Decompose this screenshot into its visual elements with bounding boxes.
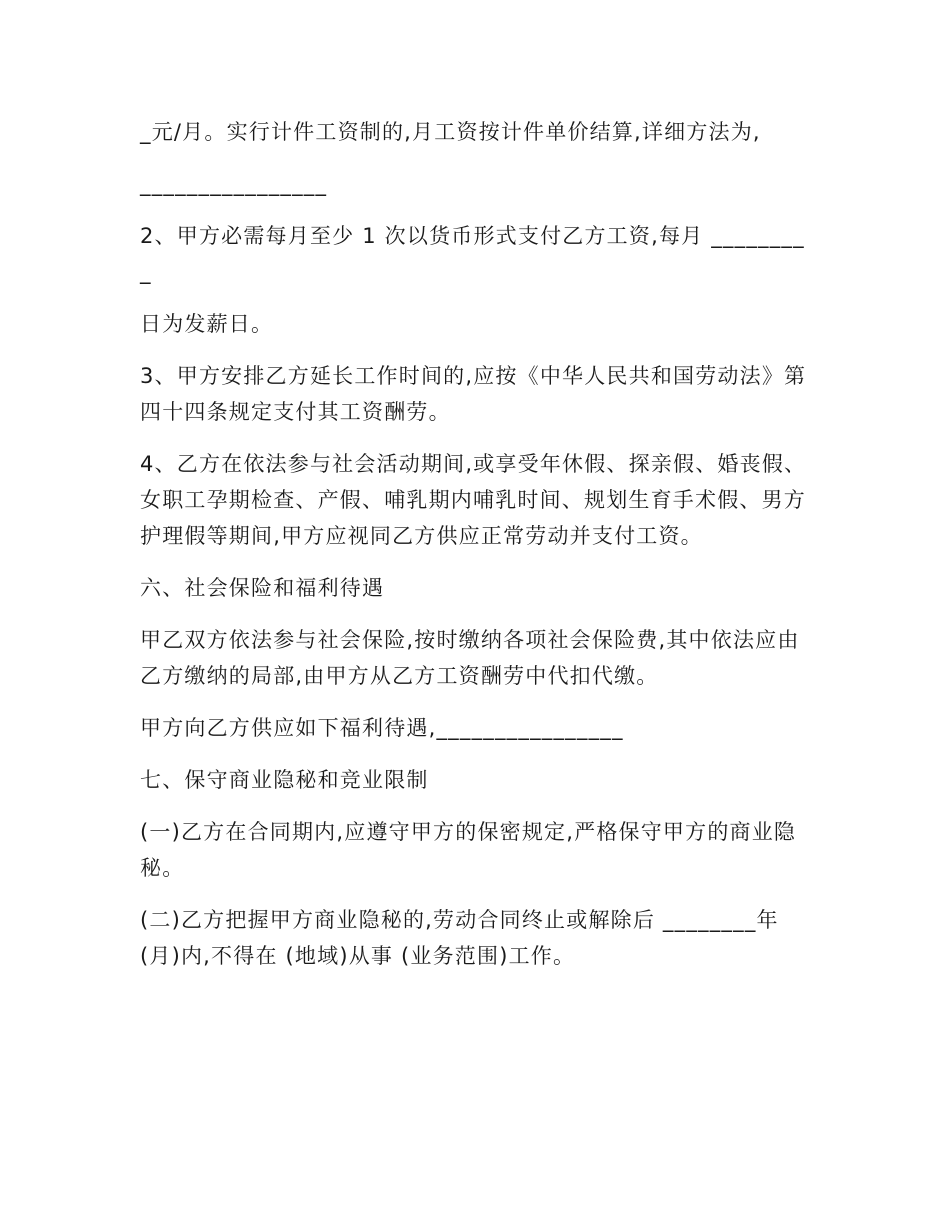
paragraph-clause-2-payday: 2、甲方必需每月至少 1 次以货币形式支付乙方工资,每月 _________ — [140, 224, 805, 284]
paragraph-social-insurance: 甲乙双方依法参与社会保险,按时缴纳各项社会保险费,其中依法应由乙方缴纳的局部,由甲方从乙方工资酬劳中代扣代缴。 — [140, 628, 800, 688]
section-heading-social-insurance: 六、社会保险和福利待遇 — [140, 576, 385, 600]
paragraph-welfare: 甲方向乙方供应如下福利待遇,________________ — [140, 716, 624, 740]
paragraph-confidentiality-2: (二)乙方把握甲方商业隐秘的,劳动合同终止或解除后 ________年(月)内,不得在 (地域)从事 (业务范围)工作。 — [140, 908, 779, 968]
document-page — [140, 114, 810, 990]
paragraph-blank-line: ________________ — [140, 172, 328, 196]
paragraph-confidentiality-1: (一)乙方在合同期内,应遵守甲方的保密规定,严格保守甲方的商业隐秘。 — [140, 820, 797, 880]
paragraph-piece-wage-method: _元/月。实行计件工资制的,月工资按计件单价结算,详细方法为, — [140, 120, 761, 144]
paragraph-clause-3-overtime: 3、甲方安排乙方延长工作时间的,应按《中华人民共和国劳动法》第四十四条规定支付其工资酬劳。 — [140, 364, 807, 424]
paragraph-payday-continued: 日为发薪日。 — [140, 312, 274, 336]
paragraph-clause-4-leave: 4、乙方在依法参与社会活动期间,或享受年休假、探亲假、婚丧假、女职工孕期检查、产假、哺乳期内哺乳时间、规划生育手术假、男方护理假等期间,甲方应视同乙方供应正常劳动并支付工资。 — [140, 452, 807, 548]
section-heading-confidentiality: 七、保守商业隐秘和竞业限制 — [140, 768, 429, 792]
